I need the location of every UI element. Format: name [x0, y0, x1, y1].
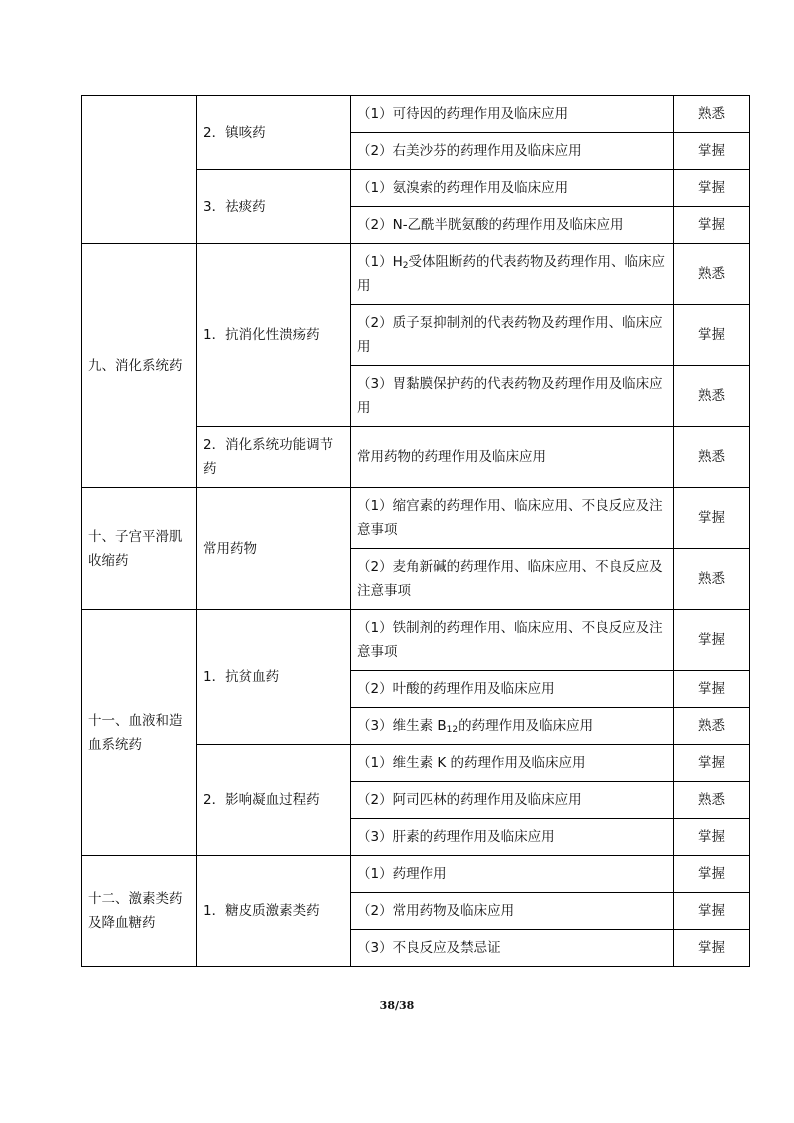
subunit-cell: 1．抗消化性溃疡药 — [197, 244, 351, 427]
level-cell: 熟悉 — [674, 244, 750, 305]
table-row — [82, 610, 750, 671]
unit-cell-continued — [82, 96, 197, 244]
level-cell: 掌握 — [674, 819, 750, 856]
level-cell: 熟悉 — [674, 708, 750, 745]
content-cell: （1）氨溴索的药理作用及临床应用 — [351, 170, 674, 207]
content-cell: （2）阿司匹林的药理作用及临床应用 — [351, 782, 674, 819]
content-cell: （2）麦角新碱的药理作用、临床应用、不良反应及注意事项 — [351, 549, 674, 610]
content-cell: 常用药物的药理作用及临床应用 — [351, 427, 674, 488]
unit-cell: 十一、血液和造血系统药 — [82, 610, 197, 856]
level-cell: 掌握 — [674, 488, 750, 549]
subunit-cell: 1．糖皮质激素类药 — [197, 856, 351, 967]
level-cell: 熟悉 — [674, 549, 750, 610]
content-cell: （1）可待因的药理作用及临床应用 — [351, 96, 674, 133]
subunit-cell: 2．消化系统功能调节药 — [197, 427, 351, 488]
table-row — [82, 96, 750, 133]
page-number: 38/38 — [379, 999, 415, 1012]
content-cell: （3）肝素的药理作用及临床应用 — [351, 819, 674, 856]
content-cell: （3）维生素 $B_{12}$的药理作用及临床应用 — [351, 708, 674, 745]
level-cell: 掌握 — [674, 671, 750, 708]
unit-cell: 十、子宫平滑肌收缩药 — [82, 488, 197, 610]
level-cell: 掌握 — [674, 856, 750, 893]
level-cell: 掌握 — [674, 207, 750, 244]
subunit-cell: 2．影响凝血过程药 — [197, 745, 351, 856]
level-cell: 掌握 — [674, 893, 750, 930]
content-cell: （2）质子泵抑制剂的代表药物及药理作用、临床应用 — [351, 305, 674, 366]
content-cell: $(1)H_2$受体阻断药的代表药物及药理作用、临床应用 — [351, 244, 674, 305]
syllabus-table — [81, 95, 750, 967]
content-cell: （1）缩宫素的药理作用、临床应用、不良反应及注意事项 — [351, 488, 674, 549]
table-row — [82, 244, 750, 305]
content-cell: （1）药理作用 — [351, 856, 674, 893]
level-cell: 熟悉 — [674, 782, 750, 819]
level-cell: 掌握 — [674, 170, 750, 207]
content-cell: （2）常用药物及临床应用 — [351, 893, 674, 930]
level-cell: 掌握 — [674, 133, 750, 170]
level-cell: 熟悉 — [674, 427, 750, 488]
content-cell: （2）右美沙芬的药理作用及临床应用 — [351, 133, 674, 170]
content-cell: （2）N-乙酰半胱氨酸的药理作用及临床应用 — [351, 207, 674, 244]
content-cell: （1）维生素 K 的药理作用及临床应用 — [351, 745, 674, 782]
subunit-cell: 2．镇咳药 — [197, 96, 351, 170]
table-row — [82, 856, 750, 893]
level-cell: 熟悉 — [674, 366, 750, 427]
content-cell: （1）铁制剂的药理作用、临床应用、不良反应及注意事项 — [351, 610, 674, 671]
table-row — [82, 488, 750, 549]
level-cell: 熟悉 — [674, 96, 750, 133]
content-cell: （2）叶酸的药理作用及临床应用 — [351, 671, 674, 708]
content-cell: （3）胃黏膜保护药的代表药物及药理作用及临床应用 — [351, 366, 674, 427]
subunit-cell: 3．祛痰药 — [197, 170, 351, 244]
unit-cell: 九、消化系统药 — [82, 244, 197, 488]
level-cell: 掌握 — [674, 930, 750, 967]
level-cell: 掌握 — [674, 305, 750, 366]
level-cell: 掌握 — [674, 745, 750, 782]
unit-cell: 十二、激素类药及降血糖药 — [82, 856, 197, 967]
subunit-cell: 1．抗贫血药 — [197, 610, 351, 745]
level-cell: 掌握 — [674, 610, 750, 671]
subunit-cell: 常用药物 — [197, 488, 351, 610]
content-cell: （3）不良反应及禁忌证 — [351, 930, 674, 967]
